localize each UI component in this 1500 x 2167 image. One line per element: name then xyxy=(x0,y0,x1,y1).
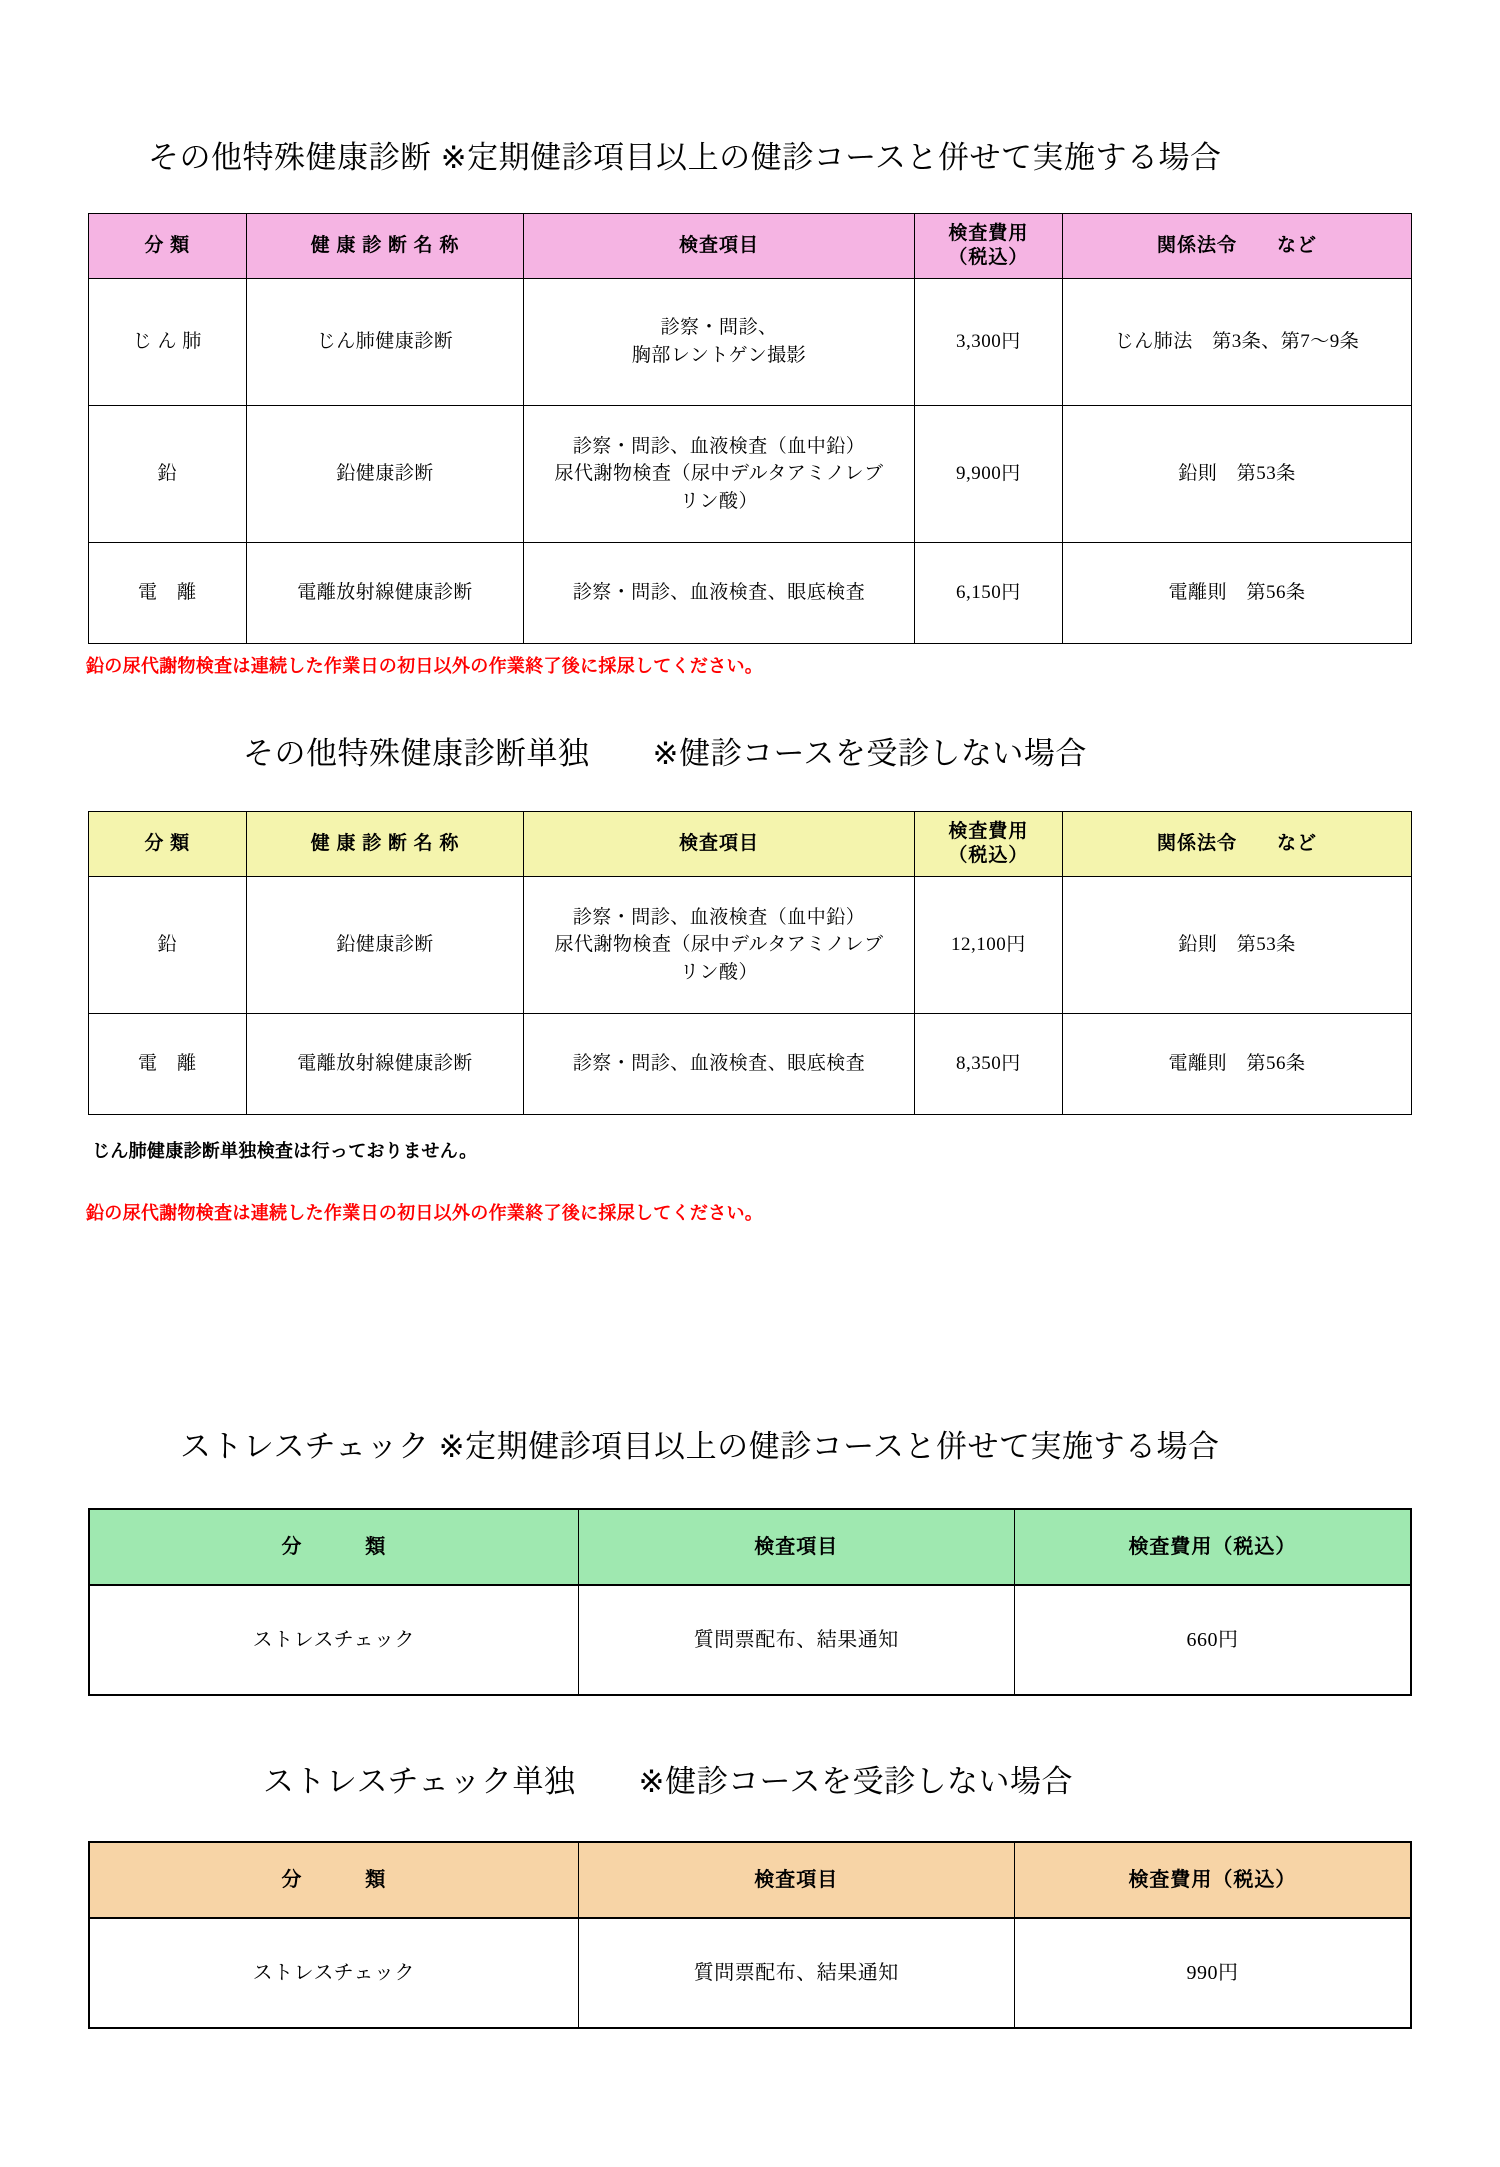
section-1-title-wrap xyxy=(88,0,1412,177)
section-1-title: その他特殊健康診断 ※定期健診項目以上の健診コースと併せて実施する場合 xyxy=(148,140,1222,175)
cell-items-line2: 尿代謝物検査（尿中デルタアミノレブ xyxy=(554,463,884,485)
cell-category: ストレスチェック xyxy=(89,1918,578,2028)
col-header-fee-line1: 検査費用 xyxy=(948,223,1029,245)
cell-items: 質問票配布、結果通知 xyxy=(578,1585,1014,1695)
cell-fee: 660円 xyxy=(1014,1585,1411,1695)
col-header-category: 分 類 xyxy=(89,1509,578,1585)
cell-category: 電 離 xyxy=(89,1014,247,1115)
cell-fee: 9,900円 xyxy=(914,406,1063,543)
cell-law: 電離則 第56条 xyxy=(1063,1014,1412,1115)
section-1-red-note: 鉛の尿代謝物検査は連続した作業日の初日以外の作業終了後に採尿してください。 xyxy=(86,656,764,676)
col-header-category: 分 類 xyxy=(89,812,247,877)
col-header-exam-name: 健 康 診 断 名 称 xyxy=(246,214,524,279)
col-header-fee: 検査費用（税込） xyxy=(1014,1842,1411,1918)
section-3-title: ストレスチェック ※定期健診項目以上の健診コースと併せて実施する場合 xyxy=(180,1429,1220,1464)
cell-items-line3: リン酸） xyxy=(679,490,758,512)
table-row xyxy=(89,1918,1411,2028)
cell-fee: 8,350円 xyxy=(914,1014,1063,1115)
table-row xyxy=(89,543,1412,644)
cell-category: 鉛 xyxy=(89,406,247,543)
col-header-fee xyxy=(914,214,1063,279)
table-row xyxy=(89,406,1412,543)
cell-items xyxy=(524,406,914,543)
table-row xyxy=(89,279,1412,406)
cell-items xyxy=(524,279,914,406)
cell-items-line1: 診察・問診、 xyxy=(660,317,778,339)
cell-law: 鉛則 第53条 xyxy=(1063,406,1412,543)
col-header-fee-line2: （税込） xyxy=(948,247,1029,268)
col-header-fee-line2: （税込） xyxy=(948,845,1029,866)
cell-category: ストレスチェック xyxy=(89,1585,578,1695)
col-header-category: 分 類 xyxy=(89,214,247,279)
section-4-title: ストレスチェック単独 ※健診コースを受診しない場合 xyxy=(263,1764,1073,1799)
section-4-table-wrap xyxy=(88,1841,1412,2029)
cell-fee: 6,150円 xyxy=(914,543,1063,644)
col-header-items: 検査項目 xyxy=(578,1509,1014,1585)
col-header-items: 検査項目 xyxy=(578,1842,1014,1918)
col-header-items: 検査項目 xyxy=(524,214,914,279)
table-header-row xyxy=(89,812,1412,877)
section-2-black-note: じん肺健康診断単独検査は行っておりません。 xyxy=(92,1141,478,1161)
cell-items-line1: 診察・問診、血液検査（血中鉛） xyxy=(572,906,866,928)
table-other-special-standalone xyxy=(88,811,1412,1115)
cell-items xyxy=(524,877,914,1014)
col-header-category: 分 類 xyxy=(89,1842,578,1918)
cell-law: 電離則 第56条 xyxy=(1063,543,1412,644)
cell-exam-name: じん肺健康診断 xyxy=(246,279,524,406)
cell-fee: 12,100円 xyxy=(914,877,1063,1014)
cell-items: 診察・問診、血液検査、眼底検査 xyxy=(524,543,914,644)
col-header-items: 検査項目 xyxy=(524,812,914,877)
table-row xyxy=(89,1014,1412,1115)
cell-items: 診察・問診、血液検査、眼底検査 xyxy=(524,1014,914,1115)
cell-items-line2: 胸部レントゲン撮影 xyxy=(631,345,807,366)
table-header-row xyxy=(89,214,1412,279)
table-header-row xyxy=(89,1842,1411,1918)
section-2-red-note: 鉛の尿代謝物検査は連続した作業日の初日以外の作業終了後に採尿してください。 xyxy=(86,1203,764,1223)
table-other-special-combined xyxy=(88,213,1412,644)
spacer-1 xyxy=(88,177,1412,213)
table-header-row xyxy=(89,1509,1411,1585)
section-2-table-wrap xyxy=(88,811,1412,1115)
col-header-fee: 検査費用（税込） xyxy=(1014,1509,1411,1585)
cell-law: じん肺法 第3条、第7～9条 xyxy=(1063,279,1412,406)
col-header-law: 関係法令 など xyxy=(1063,812,1412,877)
cell-category: 鉛 xyxy=(89,877,247,1014)
table-stress-check-combined xyxy=(88,1508,1412,1696)
cell-items: 質問票配布、結果通知 xyxy=(578,1918,1014,2028)
col-header-exam-name: 健 康 診 断 名 称 xyxy=(246,812,524,877)
cell-items-line2: 尿代謝物検査（尿中デルタアミノレブ xyxy=(554,934,884,956)
col-header-law: 関係法令 など xyxy=(1063,214,1412,279)
section-2-title: その他特殊健康診断単独 ※健診コースを受診しない場合 xyxy=(243,736,1087,771)
table-row xyxy=(89,877,1412,1014)
cell-fee: 3,300円 xyxy=(914,279,1063,406)
cell-category: 電 離 xyxy=(89,543,247,644)
table-row xyxy=(89,1585,1411,1695)
col-header-fee xyxy=(914,812,1063,877)
section-3-table-wrap xyxy=(88,1508,1412,1696)
cell-exam-name: 電離放射線健康診断 xyxy=(246,543,524,644)
cell-items-line3: リン酸） xyxy=(679,961,758,983)
cell-category: じ ん 肺 xyxy=(89,279,247,406)
cell-law: 鉛則 第53条 xyxy=(1063,877,1412,1014)
cell-exam-name: 電離放射線健康診断 xyxy=(246,1014,524,1115)
cell-exam-name: 鉛健康診断 xyxy=(246,877,524,1014)
col-header-fee-line1: 検査費用 xyxy=(948,821,1029,843)
table-stress-check-standalone xyxy=(88,1841,1412,2029)
cell-fee: 990円 xyxy=(1014,1918,1411,2028)
cell-items-line1: 診察・問診、血液検査（血中鉛） xyxy=(572,435,866,457)
cell-exam-name: 鉛健康診断 xyxy=(246,406,524,543)
